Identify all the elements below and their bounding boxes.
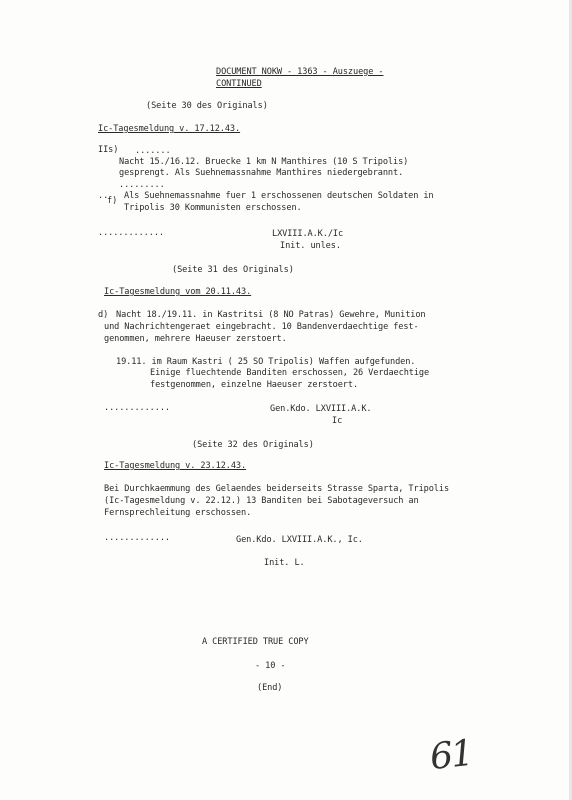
section-heading-1: Ic-Tagesmeldung v. 17.12.43. [98,124,241,134]
item-text: genommen, mehrere Haeuser zerstoert. [104,334,287,344]
item-label-IIs: IIs) [98,145,119,155]
signature-line: Gen.Kdo. LXVIII.A.K. [270,404,372,414]
item-label-d: d) [98,310,109,320]
signature-line: Init. L. [264,558,305,568]
end-marker: (End) [257,683,283,693]
signature-line: Ic [332,416,343,426]
page-number: - 10 - [255,661,286,671]
item-text: und Nachrichtengeraet eingebracht. 10 Bandenverdaechtige fest- [104,322,419,332]
item-text: Als Suehnemassnahme fuer 1 erschossenen deutschen Soldaten in [124,191,434,201]
certified-copy: A CERTIFIED TRUE COPY [202,637,309,647]
item-text: 19.11. im Raum Kastri ( 25 SO Tripolis) Waffen aufgefunden. [116,357,416,367]
dots-separator: ............. [98,228,164,238]
body-text: Fernsprechleitung erschossen. [104,508,252,518]
dots-separator: ............. [104,403,170,413]
page-ref-32: (Seite 32 des Originals) [192,440,314,450]
dots-separator: ............. [104,533,170,543]
dots-marker: ......... [119,180,165,190]
page-ref-31: (Seite 31 des Originals) [172,265,294,275]
document-header-line1: DOCUMENT NOKW - 1363 - Auszuege - [216,67,384,77]
body-text: (Ic-Tagesmeldung v. 22.12.) 13 Banditen bei Sabotageversuch an [104,496,419,506]
item-text: festgenommen, einzelne Haeuser zerstoert. [150,380,359,390]
item-text: gesprengt. Als Suehnemassnahme Manthires niedergebrannt. [119,168,404,178]
signature-line: Init. unles. [280,241,341,251]
body-text: Bei Durchkaemmung des Gelaendes beiderseits Strasse Sparta, Tripolis [104,484,450,494]
dots-marker: .. [98,191,109,201]
dots-marker: ....... [135,146,171,156]
signature-line: LXVIII.A.K./Ic [272,229,344,239]
section-heading-3: Ic-Tagesmeldung v. 23.12.43. [104,461,247,471]
item-label-f: f) [107,196,118,206]
item-text: Einige fluechtende Banditen erschossen, 26 Verdaechtige [150,368,430,378]
document-header-line2: CONTINUED [216,79,262,89]
item-text: Nacht 15./16.12. Bruecke 1 km N Manthires (10 S Tripolis) [119,157,409,167]
item-text: Tripolis 30 Kommunisten erschossen. [124,203,302,213]
item-text: Nacht 18./19.11. in Kastritsi (8 NO Patras) Gewehre, Munition [116,310,426,320]
handwritten-page-number: 61 [427,732,474,779]
section-heading-2: Ic-Tagesmeldung vom 20.11.43. [104,287,252,297]
page-ref-30: (Seite 30 des Originals) [146,101,268,111]
signature-line: Gen.Kdo. LXVIII.A.K., Ic. [236,535,363,545]
